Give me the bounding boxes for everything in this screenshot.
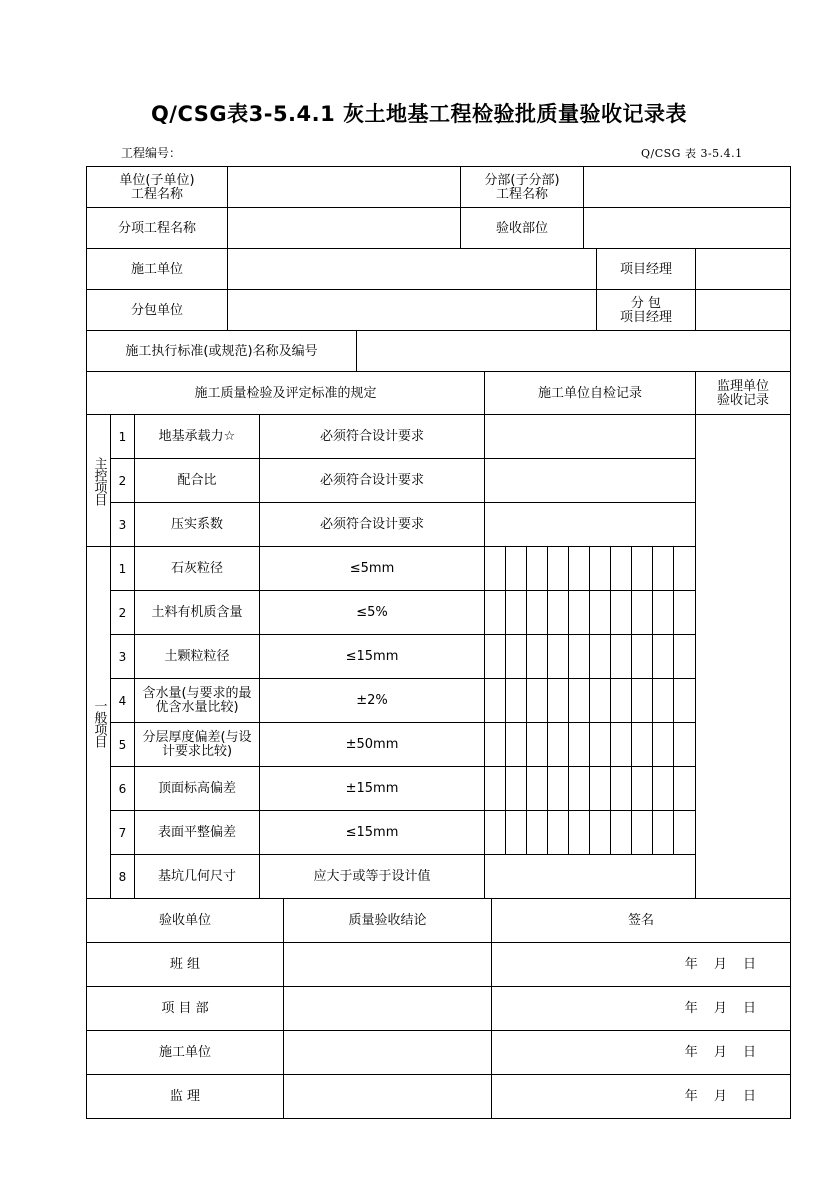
signature-date[interactable]: 年 月 日	[684, 1089, 756, 1104]
subcontract-project-manager-label: 分 包 项目经理	[619, 295, 672, 325]
conclusion-cell[interactable]	[284, 1075, 491, 1119]
main-item-requirement: 必须符合设计要求	[319, 429, 424, 444]
main-item-requirement: 必须符合设计要求	[319, 517, 424, 532]
signature-date[interactable]: 年 月 日	[684, 957, 756, 972]
form-code: Q/CSG 表 3-5.4.1	[641, 147, 743, 160]
main-item-no: 1	[118, 430, 127, 444]
general-item-name: 分层厚度偏差(与设 计要求比较)	[142, 730, 252, 759]
general-item-no: 4	[118, 694, 127, 708]
general-item-requirement: ≤5%	[356, 605, 388, 620]
grid-line	[790, 166, 791, 1119]
main-item-requirement: 必须符合设计要求	[319, 473, 424, 488]
general-item-requirement: ≤5mm	[349, 561, 395, 576]
acceptance-unit-project-dept: 项 目 部	[161, 1001, 209, 1016]
unit-project-name-value[interactable]	[228, 167, 460, 208]
conclusion-cell[interactable]	[284, 943, 491, 987]
sub-item-project-name-value[interactable]	[228, 208, 460, 249]
general-item-no: 6	[118, 782, 127, 796]
general-item-no: 7	[118, 826, 127, 840]
general-item-no: 3	[118, 650, 127, 664]
acceptance-location-label: 验收部位	[495, 220, 548, 236]
general-item-no: 2	[118, 606, 127, 620]
standard-name-label: 施工执行标准(或规范)名称及编号	[125, 343, 318, 359]
division-project-name-value[interactable]	[584, 167, 790, 208]
grid-line	[695, 414, 696, 899]
general-item-name: 石灰粒径	[170, 561, 223, 576]
general-item-name: 土颗粒粒径	[164, 649, 230, 664]
grid-line	[547, 546, 548, 855]
signature-date[interactable]: 年 月 日	[684, 1001, 756, 1016]
project-manager-label: 项目经理	[619, 261, 672, 277]
general-item-name: 含水量(与要求的最 优含水量比较)	[142, 686, 252, 715]
main-item-name: 地基承载力☆	[158, 429, 236, 444]
supervision-record-header: 监理单位 验收记录	[716, 378, 769, 408]
general-item-name: 顶面标高偏差	[157, 781, 236, 796]
subcontract-project-manager-value[interactable]	[696, 290, 790, 331]
grid-line	[505, 546, 506, 855]
general-item-requirement: ±2%	[356, 693, 388, 708]
general-item-name: 表面平整偏差	[157, 825, 236, 840]
grid-line	[610, 546, 611, 855]
inspection-standard-header: 施工质量检验及评定标准的规定	[194, 385, 377, 401]
general-item-name: 土料有机质含量	[151, 605, 243, 620]
acceptance-unit-team: 班 组	[169, 957, 201, 972]
acceptance-unit-supervision: 监 理	[169, 1089, 201, 1104]
general-item-no: 1	[118, 562, 127, 576]
grid-line	[589, 546, 590, 855]
general-items-label: 一般项目	[91, 699, 107, 747]
self-check-record-header: 施工单位自检记录	[537, 385, 642, 401]
form-title: Q/CSG表3-5.4.1 灰土地基工程检验批质量验收记录表	[150, 102, 688, 126]
standard-name-value[interactable]	[357, 331, 790, 372]
signature-header: 签名	[627, 913, 654, 928]
project-number-label: 工程编号：	[121, 146, 182, 160]
general-item-requirement: ±50mm	[345, 737, 399, 752]
main-item-no: 3	[118, 518, 127, 532]
main-item-name: 配合比	[177, 473, 217, 488]
construction-unit-label: 施工单位	[130, 261, 183, 277]
grid-line	[568, 546, 569, 855]
conclusion-cell[interactable]	[284, 1031, 491, 1075]
grid-line	[526, 546, 527, 855]
sub-item-project-name-label: 分项工程名称	[117, 220, 196, 236]
main-item-name: 压实系数	[170, 517, 223, 532]
project-manager-value[interactable]	[696, 249, 790, 290]
conclusion-cell[interactable]	[284, 987, 491, 1031]
acceptance-location-value[interactable]	[584, 208, 790, 249]
general-item-requirement: ≤15mm	[345, 649, 399, 664]
general-item-requirement: ±15mm	[345, 781, 399, 796]
main-control-label: 主控项目	[91, 457, 107, 505]
construction-unit-value[interactable]	[228, 249, 596, 290]
general-item-no: 5	[118, 738, 127, 752]
division-project-name-label: 分部(子分部) 工程名称	[484, 172, 560, 202]
grid-line	[631, 546, 632, 855]
subcontract-unit-label: 分包单位	[130, 302, 183, 318]
subcontract-unit-value[interactable]	[228, 290, 596, 331]
general-item-requirement: ≤15mm	[345, 825, 399, 840]
general-item-no: 8	[118, 870, 127, 884]
main-item-no: 2	[118, 474, 127, 488]
unit-project-name-label: 单位(子单位) 工程名称	[119, 172, 195, 202]
grid-line	[652, 546, 653, 855]
signature-date[interactable]: 年 月 日	[684, 1045, 756, 1060]
quality-conclusion-header: 质量验收结论	[348, 913, 427, 928]
acceptance-unit-construction: 施工单位	[158, 1045, 211, 1060]
general-item-name: 基坑几何尺寸	[157, 869, 236, 884]
grid-line	[484, 414, 485, 899]
general-item-requirement: 应大于或等于设计值	[313, 869, 431, 884]
acceptance-unit-header: 验收单位	[158, 913, 211, 928]
grid-line	[673, 546, 674, 855]
